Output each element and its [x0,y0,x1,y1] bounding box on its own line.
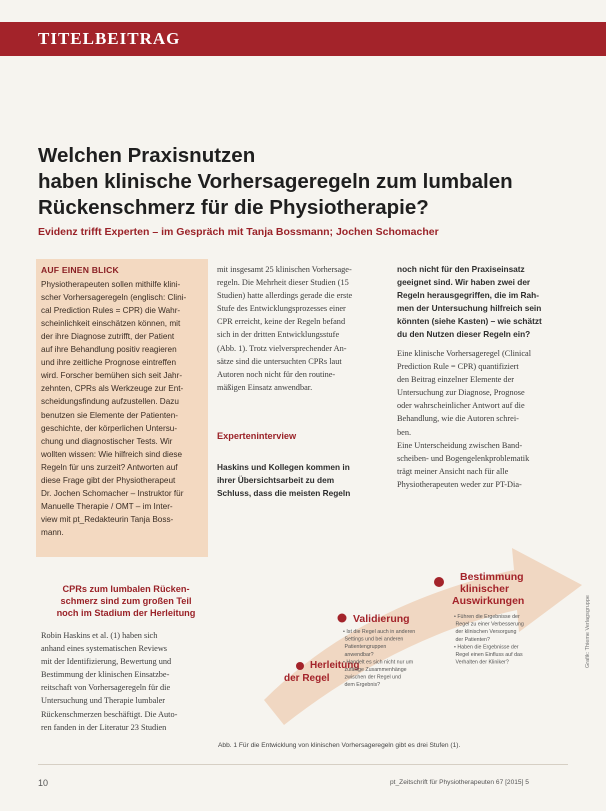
diagram-note-line: zwischen der Regel und [343,674,402,681]
glance-line: geschichte, der körperlichen Untersu- [41,423,178,433]
stage-diagram [214,520,584,750]
journal-reference: pt_Zeitschrift für Physiotherapeuten 67 [2015] 5 [390,779,529,786]
diagram-note-line: dem Ergebnis? [343,682,381,689]
glance-line: scher Vorhersageregeln (englisch: Clini- [41,293,187,303]
glance-line: cal Prediction Rules = CPR) die Wahr- [41,306,181,316]
diagram-note-line: Regel zu einer Verbesserung [454,621,524,628]
diagram-note-line: zufällige Zusammenhänge [343,667,407,673]
glance-line: Physiotherapeuten sollen mithilfe klini- [41,280,181,290]
text-line: ben. [397,427,412,437]
glance-line: Regeln für uns zurzeit? Antworten auf [41,462,178,472]
figure-credit: Grafik: Thieme Verlagsgruppe [585,595,591,668]
stage-3-line: klinischer [460,583,510,595]
glance-line: Manuelle Therapie / OMT – im Inter- [41,501,173,511]
bold-text-line: noch nicht für den Praxiseinsatz [397,264,525,274]
sidebar-heading-line: CPRs zum lumbalen Rücken- [62,584,190,594]
text-line: (Abb. 1). Trotz vielversprechender An- [217,343,347,353]
stage-1-dot [296,662,304,670]
diagram-note-line: Verhalten der Kliniker? [454,659,509,666]
text-line: Prediction Rule = CPR) quantifiziert [397,362,519,372]
section-label: TITELBEITRAG [38,29,181,48]
text-line: sich in der dritten Entwicklungsstufe [217,330,340,340]
stage-2-dot [338,614,347,623]
diagram-note-line: • Handelt es sich nicht nur um [343,659,414,666]
text-line: Untersuchung zur Diagnose, Prognose [397,388,525,398]
page-number: 10 [38,778,49,788]
text-line: CPR erreicht, keine der Regeln befand [217,317,346,327]
stage-1-line: der Regel [284,673,330,684]
stage-3-notes [454,614,524,666]
text-line: mäßigen Einsatz anwendbar. [217,382,313,392]
text-line: Studien) hatte allerdings gerade die erste [217,291,353,301]
interview-question-part-1 [217,461,387,500]
glance-line: zehnten, CPRs als Werkzeuge zur Ent- [41,384,184,394]
bold-text-line: Schluss, dass die meisten Regeln [217,488,351,499]
sidebar-body-text [41,629,209,734]
sidebar-text-line: ren fanden in der Literatur 23 Studien [41,722,167,732]
glance-line: scheinlichkeit einschätzen können, mit [41,319,181,329]
text-line: Eine klinische Vorhersageregel (Clinical [397,349,532,358]
glance-line: und ihre zeitliche Prognose eintreffen [41,358,177,368]
text-line: oder wahrscheinlicher Antwort auf die [397,401,525,411]
diagram-note-line: • Führen die Ergebnisse der [454,614,520,620]
article-headline [38,143,578,221]
sidebar-text-line: mit der Identifizierung, Bewertung und [41,657,172,667]
text-line: regeln. Die Mehrheit dieser Studien (15 [217,278,349,288]
text-line: Physiotherapeuten weder zur PT-Dia- [397,479,522,489]
bold-text-line: Haskins und Kollegen kommen in [217,462,350,472]
sidebar-text-line: Robin Haskins et al. (1) haben sich [41,631,158,640]
diagram-note-line: • Haben die Ergebnisse der [454,644,519,651]
text-line: Eine Unterscheidung zwischen Band- [397,440,523,450]
sidebar-heading [41,583,211,619]
stage-3-line: Bestimmung [460,571,524,583]
headline-line: haben klinische Vorhersageregeln zum lumbalen [38,170,513,193]
diagram-note-line: der Patienten? [454,636,490,643]
glance-line: Dr. Jochen Schomacher – Instruktor für [41,488,184,498]
text-line: Autoren noch nicht für den routine- [217,369,336,379]
diagram-note-line: • Ist die Regel auch in anderen [343,629,416,635]
glance-line: wird. Forscher bemühen sich seit Jahr- [41,371,183,381]
sidebar-text-line: anhand eines systematischen Reviews [41,644,168,654]
glance-line: wollten wissen: Wie hilfreich sind diese [41,449,183,459]
glance-text [41,278,202,539]
glance-box [36,259,208,557]
glance-line: der ihre Diagnose zutrifft, der Patient [41,332,175,342]
glance-heading: AUF EINEN BLICK [41,265,119,275]
column-2-text [217,263,387,394]
text-line: den Beitrag einzelner Elemente der [397,375,515,385]
headline-line: Rückenschmerz für die Physiotherapie? [38,196,429,219]
stage-3-dot [434,577,444,587]
text-line: Stufe des Entwicklungsprozesses einer [217,304,346,314]
sidebar-text-line: Bestimmung der klinischen Einsatzbe- [41,670,170,680]
bold-text-line: könnten (siehe Kasten) – wie schätzt [397,316,542,327]
article-subline: Evidenz trifft Experten – im Gespräch mit Tanja Bossmann; Jochen Schomacher [38,226,439,238]
column-3-text [397,347,569,491]
sidebar-heading-line: noch im Stadium der Herleitung [56,608,196,618]
headline-line: Welchen Praxisnutzen [38,144,256,167]
glance-line: scheidungsfindung aufzustellen. Dazu [41,397,179,407]
interview-question-part-2 [397,263,569,342]
glance-line: auf ihre Behandlung positiv reagieren [41,345,177,355]
stage-3-line: Auswirkungen [452,595,525,607]
glance-line: mann. [41,527,64,537]
sidebar-heading-line: schmerz sind zum großen Teil [60,596,192,606]
progress-arrow [264,548,582,725]
footer-rule [38,764,568,765]
glance-line: benutzen sie Elemente der Patienten- [41,410,179,420]
diagram-note-line: der klinischen Versorgung [454,629,517,636]
bold-text-line: Regeln herausgegriffen, die im Rah- [397,290,539,301]
glance-line: diese Frage gibt der Physiotherapeut [41,475,176,485]
bold-text-line: men der Untersuchung hilfreich sein [397,303,542,314]
bold-text-line: ihrer Übersichtsarbeit zu dem [217,475,335,486]
text-line: trägt meiner Ansicht nach für alle [397,466,509,476]
sidebar-text-line: reitschaft von Vorhersageregeln für die [41,683,171,693]
sidebar-text-line: Untersuchung und Therapie lumbaler [41,696,166,706]
bold-text-line: du den Nutzen dieser Regeln ein? [397,329,531,340]
diagram-note-line: Settings und bei anderen [343,636,404,643]
figure-caption: Abb. 1 Für die Entwicklung von klinischen Vorhersageregeln gibt es drei Stufen (1). [218,742,461,749]
glance-line: view mit pt_Redakteurin Tanja Boss- [41,514,174,524]
stage-1-line: Herleitung [310,660,360,671]
diagram-note-line: Regel einen Einfluss auf das [454,652,523,658]
stage-2-label: Validierung [353,613,410,625]
interview-heading: Experteninterview [217,431,297,441]
bold-text-line: geeignet sind. Wir haben zwei der [397,277,531,288]
glance-line: chung und diagnostischer Tests. Wir [41,436,173,446]
section-banner [0,22,606,56]
text-line: scheiben- und Bogengelenkproblematik [397,453,530,463]
diagram-note-line: anwendbar? [343,651,374,658]
text-line: mit insgesamt 25 klinischen Vorhersage- [217,265,352,274]
text-line: sätze sind die untersuchten CPRs laut [217,356,342,366]
diagram-note-line: Patientengruppen [343,644,387,651]
text-line: Behandlung, wie die Autoren schrei- [397,414,519,424]
sidebar-text-line: Rückenschmerzen beschäftigt. Die Auto- [41,709,178,719]
